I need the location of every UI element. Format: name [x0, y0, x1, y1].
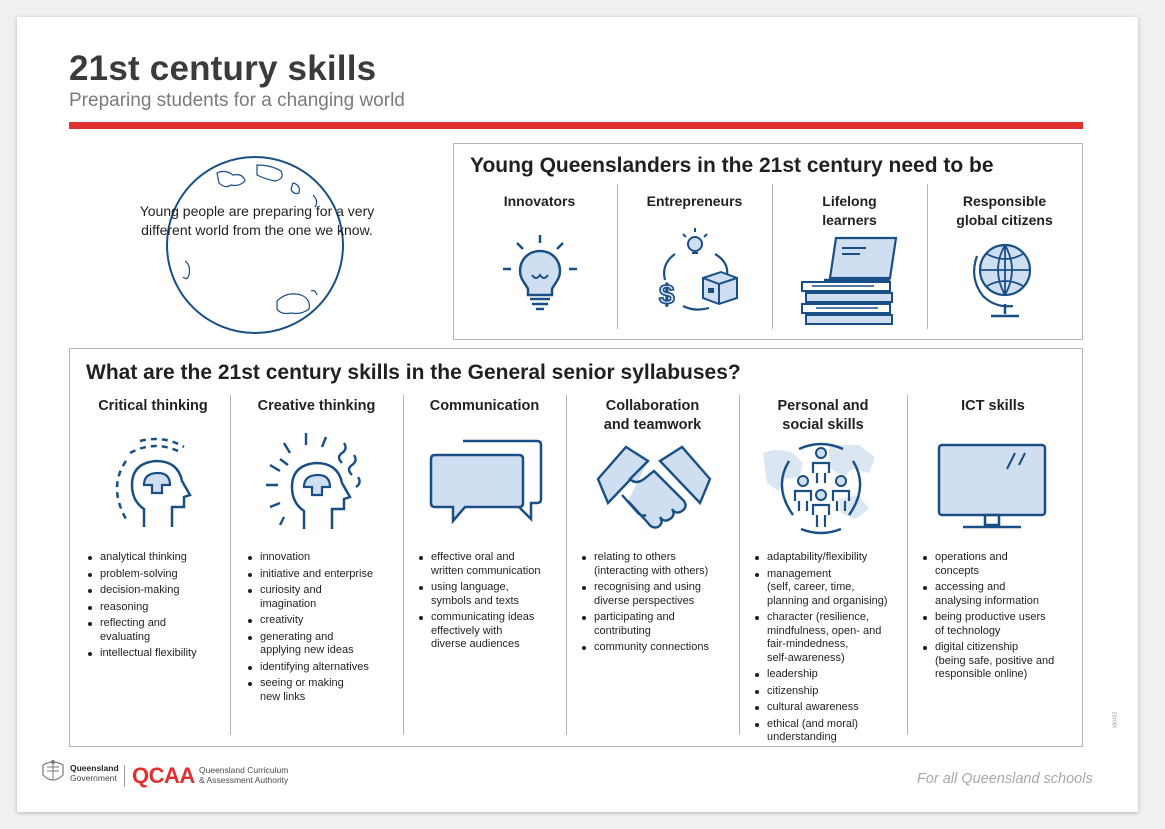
skill-column-ict	[907, 395, 1079, 735]
skill-column-personal-social	[739, 395, 908, 743]
list-item: reflecting and evaluating	[86, 617, 226, 644]
need-item-entrepreneurs	[617, 184, 773, 329]
list-item: leadership	[753, 668, 909, 682]
skill-heading: Communication	[429, 398, 540, 414]
list-item: using language, symbols and texts	[417, 581, 567, 608]
logo-divider	[124, 765, 125, 787]
monitor-icon	[935, 441, 1050, 536]
list-item: relating to others (interacting with others)	[580, 551, 740, 578]
qld-government-logo	[70, 764, 119, 783]
list-item: management (self, career, time, planning and organising)	[753, 568, 909, 609]
list-item: participating and contributing	[580, 611, 740, 638]
footer-tagline: For all Queensland schools	[917, 771, 1093, 787]
skill-list	[86, 551, 226, 664]
page-title: 21st century skills	[69, 49, 377, 88]
skill-list	[580, 551, 740, 658]
qcaa-name-line1: Queensland Curriculum	[199, 765, 289, 775]
head-creative-icon	[260, 429, 370, 539]
skill-list	[753, 551, 909, 748]
skill-heading: ICT skills	[961, 398, 1025, 414]
qcaa-name	[199, 766, 288, 785]
list-item: creativity	[246, 614, 401, 628]
list-item: effective oral and written communication	[417, 551, 567, 578]
list-item: adaptability/flexibility	[753, 551, 909, 565]
list-item: digital citizenship (being safe, positive and responsible online)	[921, 641, 1081, 682]
list-item: accessing and analysing information	[921, 581, 1081, 608]
skill-list	[417, 551, 567, 655]
need-item-lifelong-learners	[772, 184, 928, 329]
skill-column-critical-thinking	[76, 395, 231, 735]
qcaa-logo: QCAA	[132, 763, 195, 788]
list-item: ethical (and moral) understanding	[753, 718, 909, 745]
title-divider	[69, 122, 1083, 129]
business-cycle-icon	[645, 222, 745, 322]
skill-column-communication	[403, 395, 567, 735]
list-item: cultural awareness	[753, 701, 909, 715]
list-item: problem-solving	[86, 568, 226, 582]
need-item-label: Responsible global citizens	[956, 193, 1053, 228]
skill-list	[921, 551, 1081, 685]
list-item: identifying alternatives	[246, 661, 401, 675]
list-item: reasoning	[86, 601, 226, 615]
qld-logo-line2: Government	[70, 772, 117, 783]
list-item: recognising and using diverse perspectives	[580, 581, 740, 608]
list-item: initiative and enterprise	[246, 568, 401, 582]
page-subtitle: Preparing students for a changing world	[69, 90, 405, 111]
speech-bubbles-icon	[429, 435, 544, 530]
list-item: operations and concepts	[921, 551, 1081, 578]
books-laptop-icon	[794, 232, 904, 327]
skills-title: What are the 21st century skills in the General senior syllabuses?	[86, 361, 741, 384]
skill-column-creative-thinking	[230, 395, 404, 735]
skill-list	[246, 551, 401, 707]
intro-text: Young people are preparing for a very different world from the one we know.	[139, 203, 375, 238]
world-globe-icon	[165, 155, 345, 335]
list-item: character (resilience, mindfulness, open- and fair-mindedness, self-awareness)	[753, 611, 909, 665]
desk-globe-icon	[965, 234, 1045, 324]
skill-heading: Critical thinking	[98, 398, 208, 414]
need-item-innovators	[462, 184, 618, 329]
people-network-icon	[759, 439, 884, 539]
need-item-label: Innovators	[503, 193, 576, 209]
poster	[17, 17, 1138, 812]
qcaa-name-line2: & Assessment Authority	[199, 774, 289, 785]
need-item-label: Entrepreneurs	[646, 193, 743, 209]
qld-logo-line1: Queensland	[70, 763, 119, 773]
skill-column-collaboration	[566, 395, 740, 735]
need-item-label: Lifelong learners	[822, 193, 877, 228]
queensland-crest-icon	[39, 759, 67, 785]
handshake-icon	[594, 439, 714, 534]
list-item: seeing or making new links	[246, 677, 401, 704]
skill-heading: Collaboration and teamwork	[603, 398, 702, 433]
list-item: community connections	[580, 641, 740, 655]
list-item: decision-making	[86, 584, 226, 598]
list-item: intellectual flexibility	[86, 647, 226, 661]
list-item: curiosity and imagination	[246, 584, 401, 611]
svg-text:$: $	[659, 279, 675, 310]
document-code: 180432	[1112, 711, 1119, 729]
need-to-be-title: Young Queenslanders in the 21st century need to be	[470, 154, 994, 177]
list-item: communicating ideas effectively with diverse audiences	[417, 611, 567, 652]
need-to-be-panel	[453, 143, 1083, 340]
list-item: innovation	[246, 551, 401, 565]
skills-panel	[69, 348, 1083, 747]
head-thinking-icon	[104, 431, 204, 541]
skill-heading: Creative thinking	[257, 398, 376, 414]
list-item: analytical thinking	[86, 551, 226, 565]
list-item: generating and applying new ideas	[246, 631, 401, 658]
skill-heading: Personal and social skills	[777, 398, 869, 433]
need-item-responsible-global-citizens	[927, 184, 1082, 329]
list-item: citizenship	[753, 685, 909, 699]
lightbulb-icon	[495, 229, 585, 319]
list-item: being productive users of technology	[921, 611, 1081, 638]
